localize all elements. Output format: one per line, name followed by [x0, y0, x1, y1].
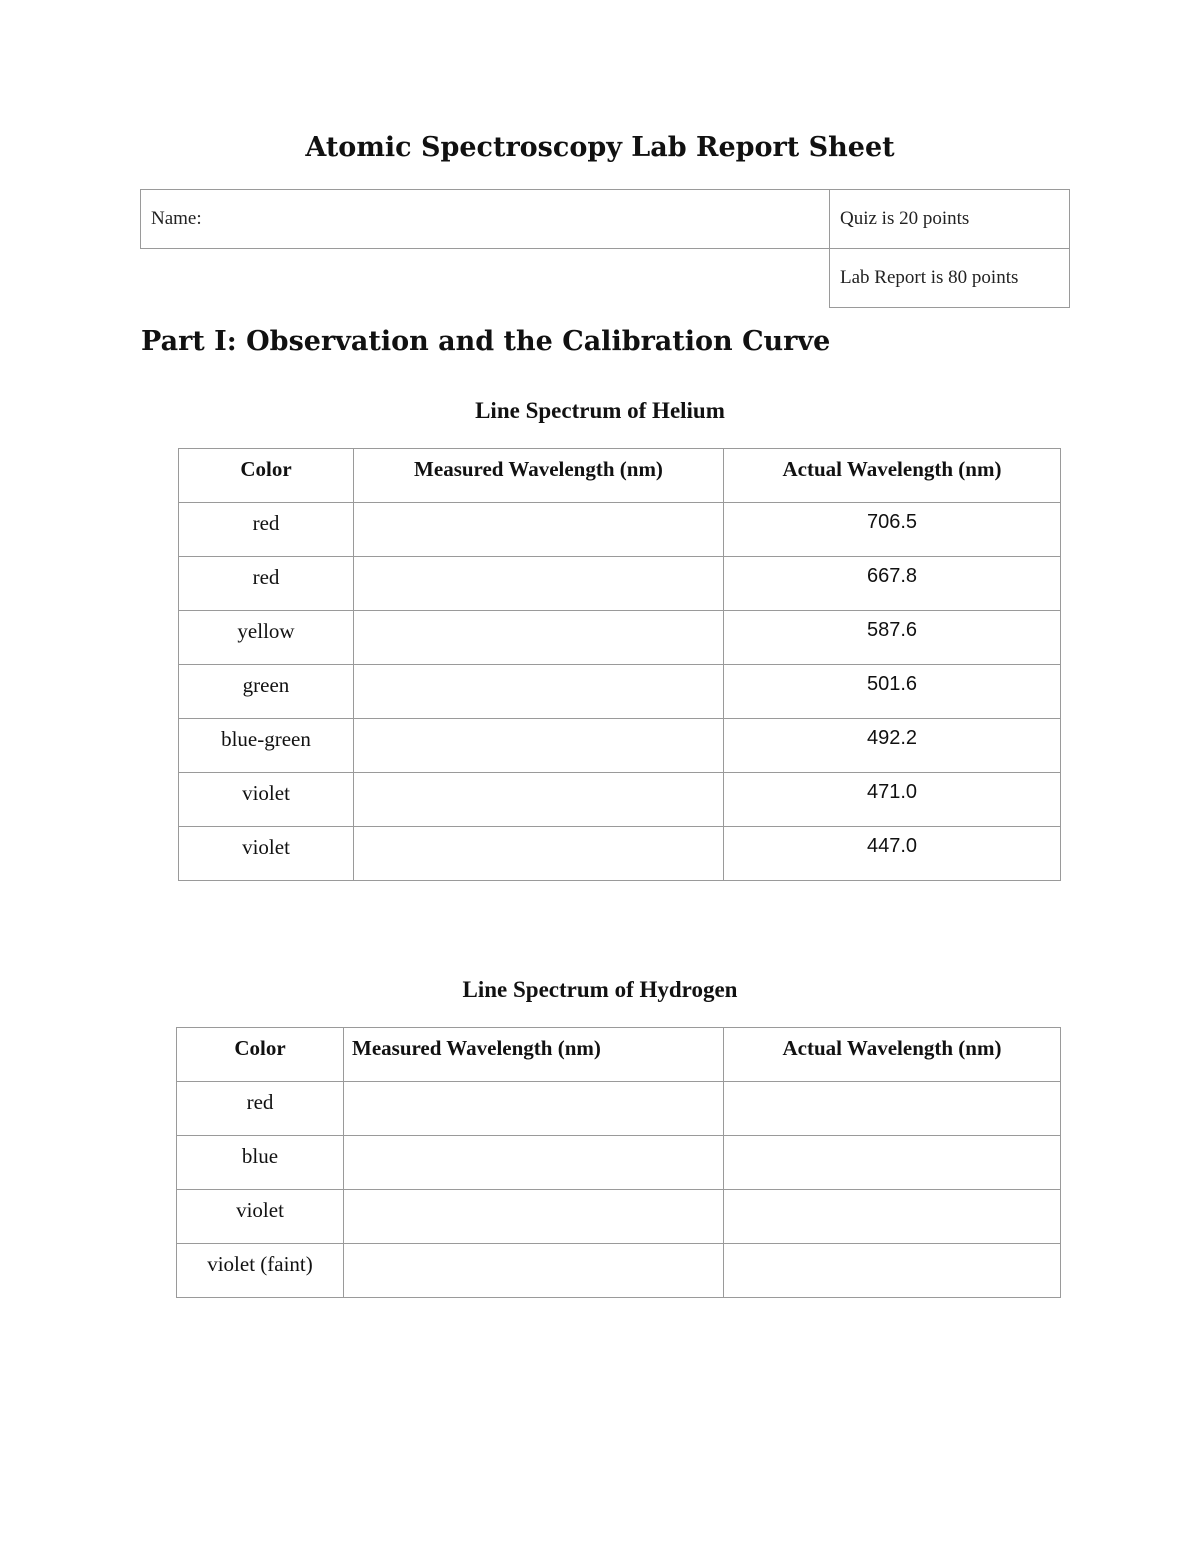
measured-wavelength-cell[interactable] — [344, 1082, 724, 1136]
measured-wavelength-cell[interactable] — [354, 719, 724, 773]
part1-heading: Part I: Observation and the Calibration Curve — [141, 326, 831, 357]
actual-wavelength-cell[interactable] — [724, 1190, 1061, 1244]
color-cell: green — [179, 665, 354, 719]
actual-wavelength-cell[interactable]: 706.5 — [724, 503, 1061, 557]
color-cell: blue — [177, 1136, 344, 1190]
actual-wavelength-cell[interactable]: 471.0 — [724, 773, 1061, 827]
color-cell: red — [179, 557, 354, 611]
actual-wavelength-cell[interactable] — [724, 1244, 1061, 1298]
actual-wavelength-cell[interactable]: 501.6 — [724, 665, 1061, 719]
quiz-points-cell: Quiz is 20 points — [830, 190, 1070, 249]
helium-header-row — [179, 449, 1061, 503]
helium-body — [179, 503, 1061, 881]
info-row-1 — [141, 190, 1070, 249]
hydrogen-header-color: Color — [177, 1028, 344, 1082]
name-label: Name: — [151, 208, 202, 229]
color-cell: violet (faint) — [177, 1244, 344, 1298]
info-empty-cell — [141, 249, 830, 308]
info-row-2 — [141, 249, 1070, 308]
hydrogen-header-row — [177, 1028, 1061, 1082]
page-title: Atomic Spectroscopy Lab Report Sheet — [305, 132, 895, 163]
color-cell: violet — [179, 773, 354, 827]
measured-wavelength-cell[interactable] — [354, 503, 724, 557]
helium-header-actual: Actual Wavelength (nm) — [724, 449, 1061, 503]
table-row — [179, 557, 1061, 611]
color-cell: red — [179, 503, 354, 557]
helium-header-color: Color — [179, 449, 354, 503]
student-info-table — [140, 189, 1070, 308]
hydrogen-caption: Line Spectrum of Hydrogen — [462, 977, 738, 1002]
color-cell: yellow — [179, 611, 354, 665]
helium-table — [178, 448, 1061, 881]
table-row — [177, 1190, 1061, 1244]
report-points-cell: Lab Report is 80 points — [830, 249, 1070, 308]
actual-wavelength-cell[interactable]: 667.8 — [724, 557, 1061, 611]
helium-header-measured: Measured Wavelength (nm) — [354, 449, 724, 503]
measured-wavelength-cell[interactable] — [354, 773, 724, 827]
table-row — [179, 611, 1061, 665]
color-cell: violet — [179, 827, 354, 881]
table-row — [179, 827, 1061, 881]
table-row — [179, 503, 1061, 557]
table-row — [179, 719, 1061, 773]
actual-wavelength-cell[interactable]: 492.2 — [724, 719, 1061, 773]
table-row — [179, 665, 1061, 719]
name-field[interactable] — [141, 190, 830, 249]
table-row — [177, 1082, 1061, 1136]
measured-wavelength-cell[interactable] — [354, 827, 724, 881]
color-cell: red — [177, 1082, 344, 1136]
color-cell: blue-green — [179, 719, 354, 773]
actual-wavelength-cell[interactable]: 587.6 — [724, 611, 1061, 665]
measured-wavelength-cell[interactable] — [354, 611, 724, 665]
table-row — [177, 1244, 1061, 1298]
measured-wavelength-cell[interactable] — [344, 1244, 724, 1298]
actual-wavelength-cell[interactable] — [724, 1082, 1061, 1136]
hydrogen-table — [176, 1027, 1061, 1298]
hydrogen-header-measured: Measured Wavelength (nm) — [344, 1028, 724, 1082]
actual-wavelength-cell[interactable] — [724, 1136, 1061, 1190]
measured-wavelength-cell[interactable] — [354, 665, 724, 719]
table-row — [177, 1136, 1061, 1190]
helium-caption: Line Spectrum of Helium — [475, 398, 725, 423]
hydrogen-header-actual: Actual Wavelength (nm) — [724, 1028, 1061, 1082]
table-row — [179, 773, 1061, 827]
actual-wavelength-cell[interactable]: 447.0 — [724, 827, 1061, 881]
measured-wavelength-cell[interactable] — [344, 1136, 724, 1190]
measured-wavelength-cell[interactable] — [354, 557, 724, 611]
color-cell: violet — [177, 1190, 344, 1244]
measured-wavelength-cell[interactable] — [344, 1190, 724, 1244]
hydrogen-body — [177, 1082, 1061, 1298]
